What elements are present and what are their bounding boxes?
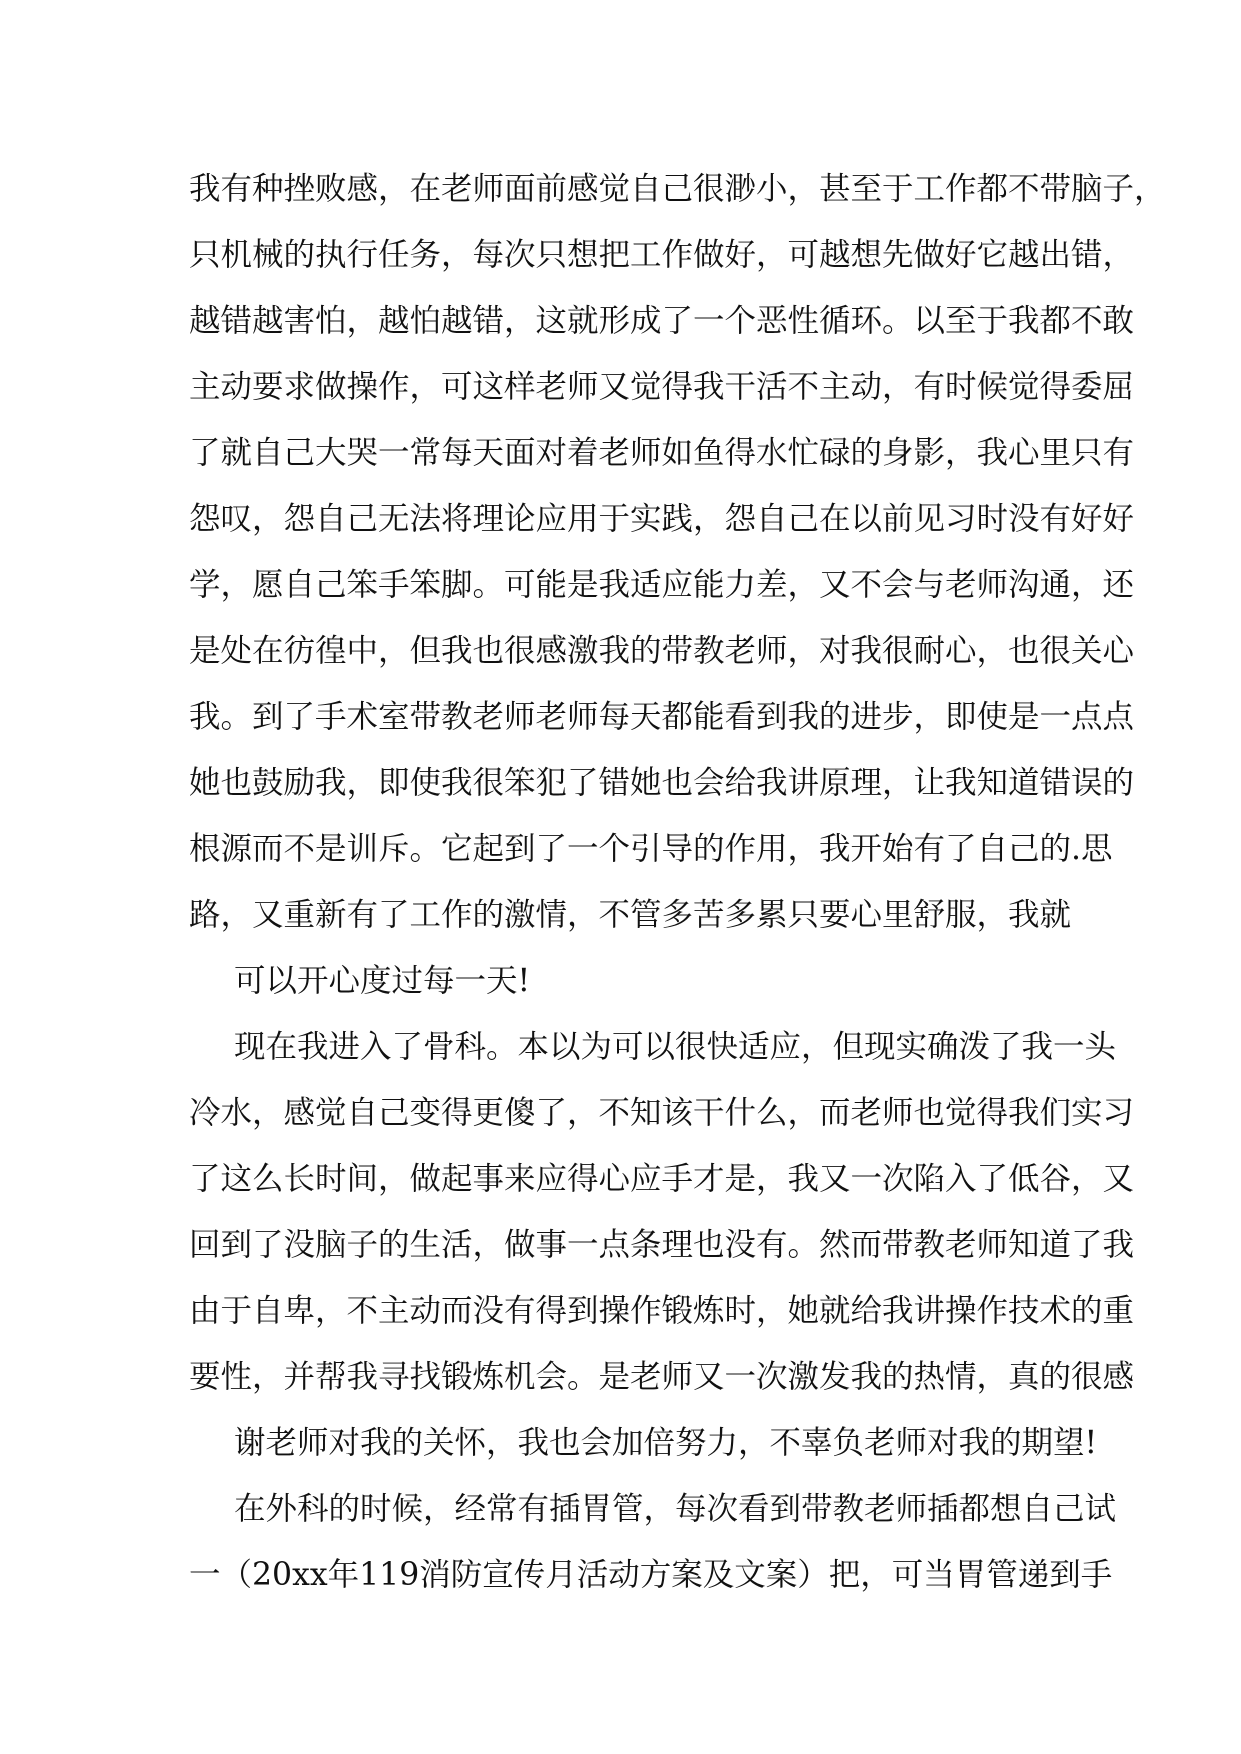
- text-line: 她也鼓励我，即使我很笨犯了错她也会给我讲原理，让我知道错误的: [189, 765, 1135, 801]
- text-line: 主动要求做操作，可这样老师又觉得我干活不主动，有时候觉得委屈: [189, 369, 1135, 405]
- text-line: 只机械的执行任务，每次只想把工作做好，可越想先做好它越出错，: [189, 237, 1135, 273]
- text-line: 根源而不是训斥。它起到了一个引导的作用，我开始有了自己的.思: [189, 831, 1113, 867]
- text-line: 谢老师对我的关怀，我也会加倍努力，不辜负老师对我的期望!: [234, 1425, 1098, 1461]
- text-line: 现在我进入了骨科。本以为可以很快适应，但现实确泼了我一头: [234, 1029, 1117, 1065]
- text-line: 要性，并帮我寻找锻炼机会。是老师又一次激发我的热情，真的很感: [189, 1359, 1135, 1395]
- text-line: 了就自己大哭一常每天面对着老师如鱼得水忙碌的身影，我心里只有: [189, 435, 1135, 471]
- text-line: 路，又重新有了工作的激情，不管多苦多累只要心里舒服，我就: [189, 897, 1072, 933]
- text-line: 是处在彷徨中，但我也很感激我的带教老师，对我很耐心，也很关心: [189, 633, 1135, 669]
- text-line: 可以开心度过每一天!: [234, 963, 531, 999]
- text-line: 在外科的时候，经常有插胃管，每次看到带教老师插都想自己试: [234, 1491, 1117, 1527]
- text-line: 我。到了手术室带教老师老师每天都能看到我的进步，即使是一点点: [189, 699, 1135, 735]
- text-line: 冷水，感觉自己变得更傻了，不知该干什么，而老师也觉得我们实习: [189, 1095, 1135, 1131]
- text-line: 回到了没脑子的生活，做事一点条理也没有。然而带教老师知道了我: [189, 1227, 1135, 1263]
- text-line: 了这么长时间，做起事来应得心应手才是，我又一次陷入了低谷，又: [189, 1161, 1135, 1197]
- text-line: 怨叹，怨自己无法将理论应用于实践，怨自己在以前见习时没有好好: [189, 501, 1135, 537]
- text-line: 由于自卑，不主动而没有得到操作锻炼时，她就给我讲操作技术的重: [189, 1293, 1135, 1329]
- body-text: [189, 156, 1166, 1608]
- text-line: 越错越害怕，越怕越错，这就形成了一个恶性循环。以至于我都不敢: [189, 303, 1135, 339]
- text-line: 一（20xx年119消防宣传月活动方案及文案）把，可当胃管递到手: [189, 1557, 1113, 1593]
- text-line: 我有种挫败感，在老师面前感觉自己很渺小，甚至于工作都不带脑子，: [189, 171, 1166, 207]
- text-line: 学，愿自己笨手笨脚。可能是我适应能力差，又不会与老师沟通，还: [189, 567, 1135, 603]
